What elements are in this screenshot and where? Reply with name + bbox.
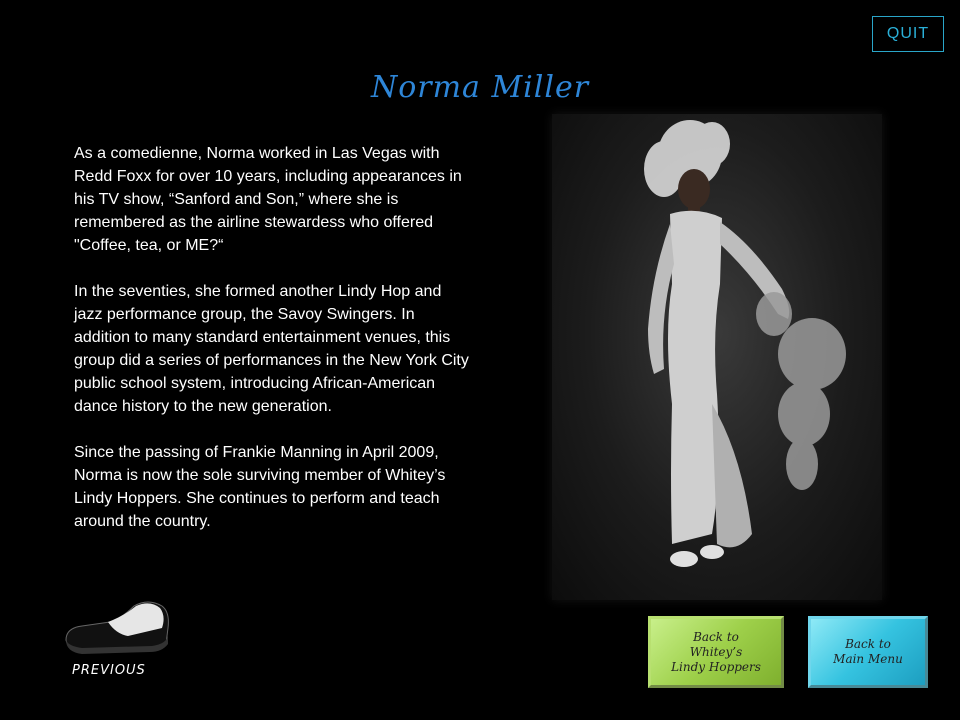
paragraph: In the seventies, she formed another Lindy Hop and jazz performance group, the Savoy Swingers. In addition to many standard entertainment venues, this group did a series of performances in the New York City public school system, introducing African-American dance history to the new generation. [74,283,469,415]
button-line: Main Menu [833,652,903,666]
page-title: Norma Miller [370,70,590,105]
back-to-whiteys-button[interactable] [648,616,784,688]
button-line: Back to [845,637,891,651]
quit-button[interactable]: QUIT [872,16,944,52]
button-line: Whitey’s [689,644,743,659]
norma-miller-photo [552,114,882,600]
paragraph: Since the passing of Frankie Manning in April 2009, Norma is now the sole surviving member of Whitey’s Lindy Hoppers. She continues to perform and teach around the country. [74,444,446,530]
previous-shoe-icon[interactable] [62,600,174,660]
paragraph: As a comedienne, Norma worked in Las Vegas with Redd Foxx for over 10 years, including appearances in his TV show, “Sanford and Son,” where she is remembered as the airline stewardess who offered "Coffee, tea, or ME?“ [74,145,462,254]
back-to-main-menu-button[interactable] [808,616,928,688]
previous-label[interactable]: PREVIOUS [72,663,146,678]
button-line: Back to [693,629,739,644]
button-line: Lindy Hoppers [671,659,761,674]
biography-text [74,142,470,556]
